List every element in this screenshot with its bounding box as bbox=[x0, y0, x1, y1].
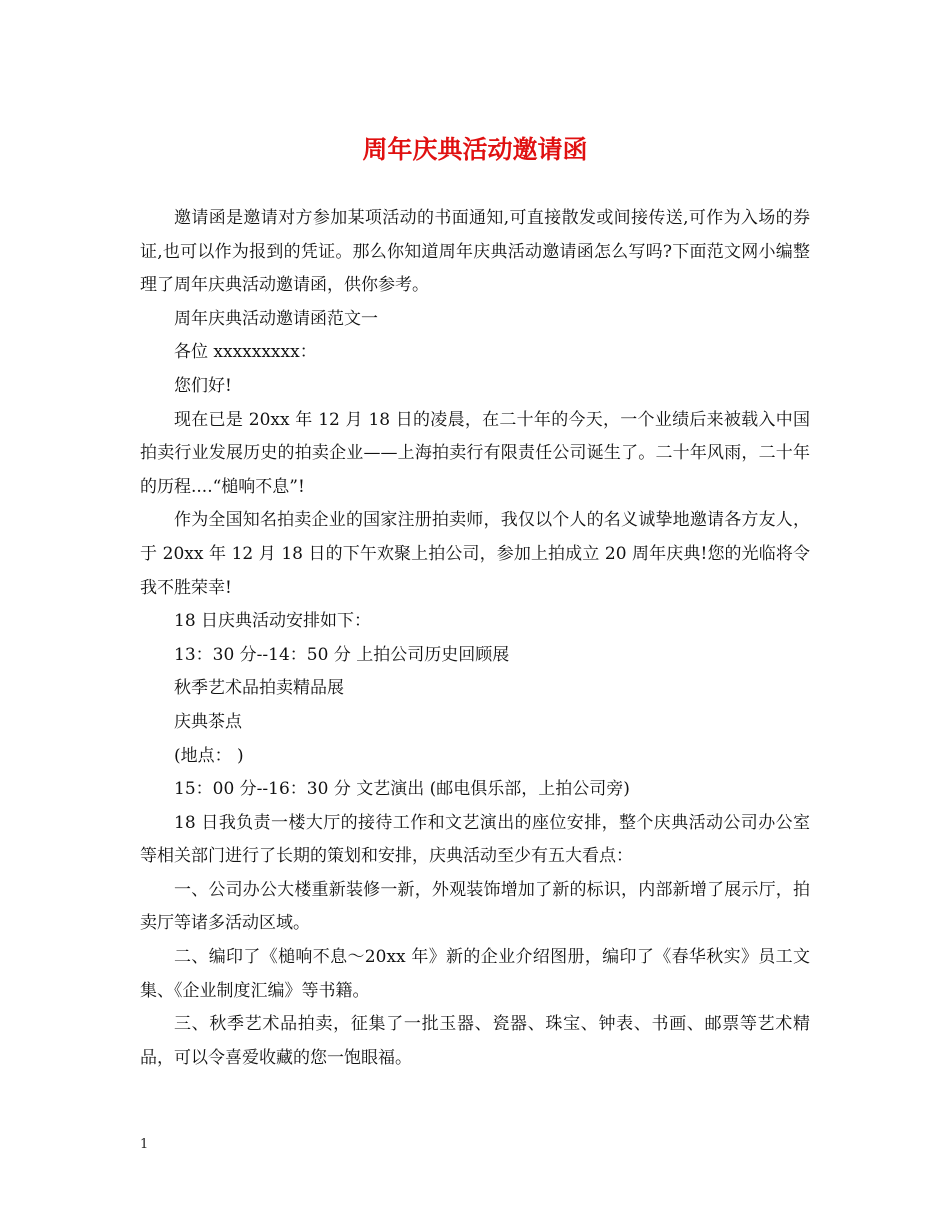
paragraph-schedule-item: 15：00 分--16：30 分 文艺演出 (邮电俱乐部，上拍公司旁) bbox=[174, 779, 630, 800]
paragraph-highlight-3: 三、秋季艺术品拍卖，征集了一批玉器、瓷器、珠宝、钟表、书画、邮票等艺术精品，可以令喜爱收藏的您一饱眼福。 bbox=[140, 1014, 810, 1068]
paragraph-sample-heading: 周年庆典活动邀请函范文一 bbox=[174, 308, 378, 329]
paragraph-schedule-item: 秋季艺术品拍卖精品展 bbox=[174, 678, 344, 699]
paragraph-highlight-2: 二、编印了《槌响不息～20xx 年》新的企业介绍图册，编印了《春华秋实》员工文集、《企业制度汇编》等书籍。 bbox=[140, 947, 810, 1001]
page-number: 1 bbox=[140, 1137, 149, 1152]
paragraph-schedule-item: 庆典茶点 bbox=[174, 711, 242, 732]
paragraph-invitation: 作为全国知名拍卖企业的国家注册拍卖师，我仅以个人的名义诚挚地邀请各方友人，于 20xx 年 12 月 18 日的下午欢聚上拍公司，参加上拍成立 20 周年庆典!您的光临将令我不胜荣幸! bbox=[140, 510, 810, 598]
document-body bbox=[140, 202, 810, 1075]
paragraph-greeting: 您们好! bbox=[174, 375, 232, 396]
page-title: 周年庆典活动邀请函 bbox=[362, 135, 588, 164]
paragraph-schedule-item: 13：30 分--14：50 分 上拍公司历史回顾展 bbox=[174, 644, 510, 665]
paragraph-schedule-location: (地点： ) bbox=[174, 745, 244, 766]
paragraph-salutation: 各位 xxxxxxxxx： bbox=[174, 342, 317, 363]
paragraph-schedule-heading: 18 日庆典活动安排如下： bbox=[174, 611, 372, 632]
paragraph-intro: 邀请函是邀请对方参加某项活动的书面通知,可直接散发或间接传送,可作为入场的券证,也可以作为报到的凭证。那么你知道周年庆典活动邀请函怎么写吗?下面范文网小编整理了周年庆典活动邀请函，供你参考。 bbox=[140, 208, 810, 296]
paragraph-highlight-1: 一、公司办公大楼重新装修一新，外观装饰增加了新的标识，内部新增了展示厅，拍卖厅等诸多活动区域。 bbox=[140, 879, 810, 934]
paragraph-anniversary: 现在已是 20xx 年 12 月 18 日的凌晨，在二十年的今天，一个业绩后来被载入中国拍卖行业发展历史的拍卖企业——上海拍卖行有限责任公司诞生了。二十年风雨，二十年的历程....“槌响不息”! bbox=[140, 409, 810, 497]
paragraph-arrangement: 18 日我负责一楼大厅的接待工作和文艺演出的座位安排，整个庆典活动公司办公室等相关部门进行了长期的策划和安排，庆典活动至少有五大看点： bbox=[140, 812, 810, 867]
